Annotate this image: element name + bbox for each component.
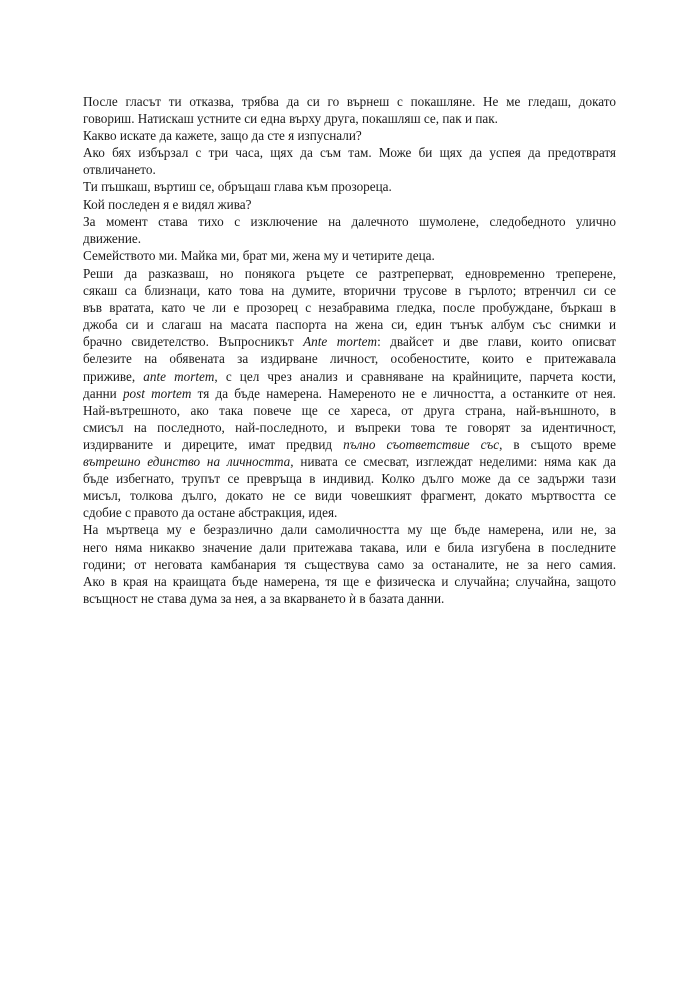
text-line: белезите на обявената за издирване личност, особеностите, които е притежавала — [83, 351, 616, 367]
text-line: На мъртвеца му е безразлично дали самоличността му ще бъде намерена, или не, за — [83, 522, 616, 538]
text-line — [83, 368, 616, 385]
text-line: Ако в края на краищата бъде намерена, тя ще е физическа и случайна; случайна, защото — [83, 573, 616, 589]
text-line: бъде избегнато, трупът се превръща в индивид. Колко дълго може да се задържи тази — [83, 471, 616, 487]
text-line — [83, 385, 616, 402]
text-line: Семейството ми. Майка ми, брат ми, жена му и четирите деца. — [83, 247, 435, 263]
text-line — [83, 436, 616, 453]
text-line: години; от неговата камбанария тя съществува само за останалите, не за него самия. — [83, 556, 616, 572]
text-run: , в същото време — [499, 436, 616, 452]
italic-term: Ante mortem — [303, 334, 378, 350]
text-line — [83, 333, 616, 350]
text-line: Ти пъшкаш, въртиш се, обръщаш глава към прозореца. — [83, 179, 392, 195]
text-run: , с цел чрез анализ и сравняване на крайниците, парчета кости, — [214, 368, 616, 384]
text-run: издирваните и диреците, имат предвид — [83, 436, 344, 452]
text-line: Реши да разказваш, но понякога ръцете се разтреперват, едновременно треперене, — [83, 266, 616, 281]
text-line: говориш. Натискаш устните си една върху друга, покашляш се, пак и пак. — [83, 111, 498, 127]
text-line: После гласът ти отказва, трябва да си го върнеш с покашляне. Не ме гледаш, докато — [83, 94, 616, 109]
text-line: мисъл, толкова дълго, докато не се види човешкият фрагмент, докато мъртвостта се — [83, 488, 616, 504]
text-line: Кой последен я е видял жива? — [83, 196, 252, 212]
text-line: За момент става тихо с изключение на далечното шумолене, следобедното улично — [83, 213, 616, 229]
text-line: Най-вътрешното, ако така повече ще се хареса, от друга страна, най-външното, в — [83, 402, 616, 418]
text-run: , нивата се смесват, изглеждат неделими: няма как да — [290, 454, 616, 470]
text-line: отвличането. — [83, 162, 156, 178]
text-line: смисъл на последното, най-последното, и въпреки това те говорят за идентичност, — [83, 419, 616, 435]
text-line: Ако бях избързал с три часа, щях да съм там. Може би щях да успея да предотвратя — [83, 145, 616, 161]
text-line: сякаш са близнаци, като това на думите, вторични трусове в гърлото; втренчил си се — [83, 283, 616, 299]
text-run: приживе, — [83, 368, 144, 384]
narrative-section — [83, 265, 616, 607]
text-run: брачно свидетелство. Въпросникът — [83, 334, 304, 350]
text-line: във вратата, като че ли е прозорец с незабравима гледка, после пробуждане, бъркаш в — [83, 300, 616, 316]
text-line — [83, 453, 616, 470]
text-line: движение. — [83, 230, 142, 246]
text-run: : двайсет и две глави, които описват — [377, 334, 616, 350]
text-run: тя да бъде намерена. Намереното не е личността, а останките от нея. — [191, 385, 616, 401]
italic-term: ante mortem — [143, 368, 215, 384]
text-line: Какво искате да кажете, защо да сте я изпуснали? — [83, 128, 362, 144]
italic-term: пълно съответствие със — [343, 436, 500, 452]
italic-term: post mortem — [122, 385, 192, 401]
text-run: данни — [83, 385, 123, 401]
text-line: джоба си и слагаш на масата паспорта на жена си, един тънък албум със снимки и — [83, 317, 616, 333]
text-line: всъщност не става дума за нея, а за вкарването ѝ в базата данни. — [83, 590, 445, 606]
italic-term: вътрешно единство на личността — [83, 454, 291, 470]
text-line: него няма никакво значение дали притежава такава, или е била изгубена в последните — [83, 539, 616, 555]
dialogue-section — [83, 93, 616, 264]
text-line: сдобие с правото да остане абстракция, идея. — [83, 505, 338, 521]
